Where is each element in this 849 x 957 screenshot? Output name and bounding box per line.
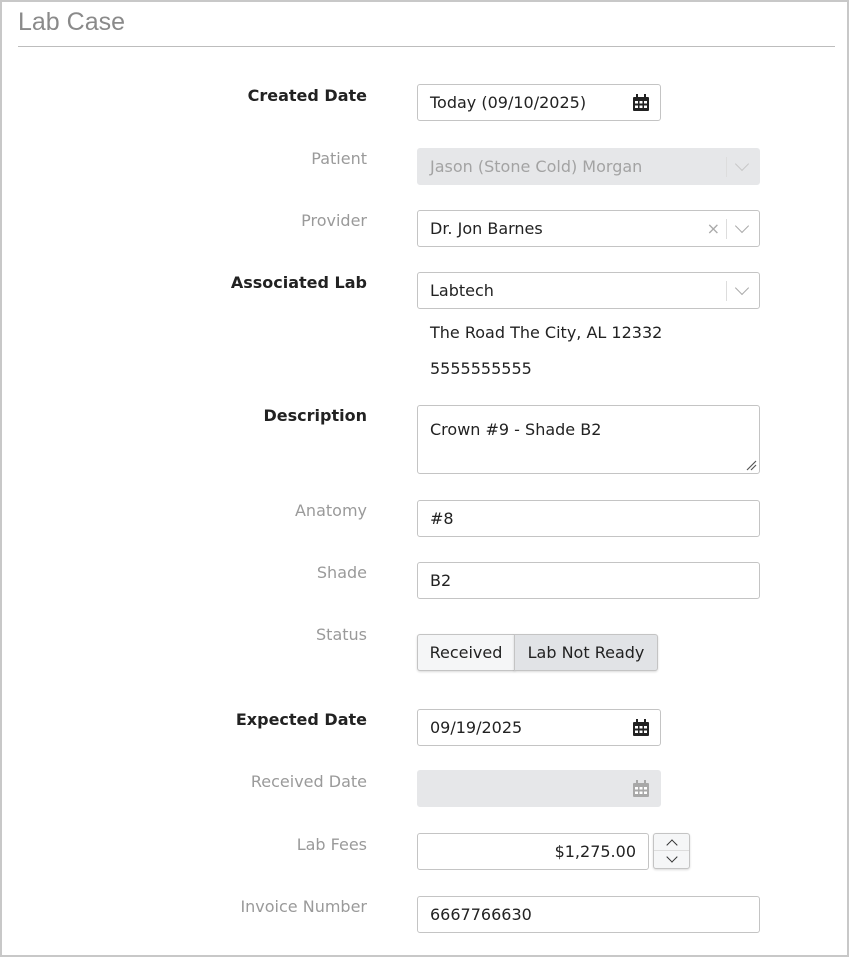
increment-button[interactable] — [654, 834, 689, 851]
received-date-input — [417, 770, 661, 807]
resize-handle-icon[interactable] — [745, 459, 757, 471]
created-date-value: Today (09/10/2025) — [430, 93, 587, 112]
description-textarea[interactable] — [417, 405, 760, 474]
description-label: Description — [263, 406, 367, 425]
description-value: Crown #9 - Shade B2 — [430, 420, 602, 439]
patient-value: Jason (Stone Cold) Morgan — [430, 157, 643, 176]
invoice-number-value: 6667766630 — [430, 905, 532, 924]
provider-value: Dr. Jon Barnes — [430, 219, 543, 238]
calendar-icon — [632, 780, 650, 797]
chevron-down-icon — [666, 851, 677, 862]
associated-lab-select[interactable] — [417, 272, 760, 309]
expected-date-input[interactable] — [417, 709, 661, 746]
decrement-button[interactable] — [654, 851, 689, 868]
created-date-label: Created Date — [247, 86, 367, 105]
chevron-down-icon — [735, 157, 749, 171]
associated-lab-value: Labtech — [430, 281, 494, 300]
lab-address: The Road The City, AL 12332 — [430, 323, 663, 342]
invoice-number-input[interactable] — [417, 896, 760, 933]
expected-date-label: Expected Date — [235, 710, 367, 729]
created-date-input[interactable] — [417, 84, 661, 121]
lab-fees-stepper[interactable] — [653, 833, 690, 869]
calendar-icon[interactable] — [632, 94, 650, 111]
shade-value: B2 — [430, 571, 452, 590]
lab-phone: 5555555555 — [430, 359, 532, 378]
patient-label: Patient — [311, 149, 367, 168]
anatomy-input[interactable] — [417, 500, 760, 537]
chevron-up-icon — [666, 839, 677, 850]
anatomy-value: #8 — [430, 509, 454, 528]
received-date-label: Received Date — [250, 772, 367, 791]
status-option-lab-not-ready[interactable]: Lab Not Ready — [514, 634, 658, 671]
lab-fees-input[interactable] — [417, 833, 649, 870]
associated-lab-label: Associated Lab — [230, 273, 367, 292]
status-label: Status — [316, 625, 367, 644]
expected-date-value: 09/19/2025 — [430, 718, 523, 737]
lab-fees-label: Lab Fees — [296, 835, 367, 854]
anatomy-label: Anatomy — [294, 501, 367, 520]
chevron-down-icon[interactable] — [735, 281, 749, 295]
clear-icon[interactable]: × — [706, 219, 720, 238]
provider-label: Provider — [301, 211, 367, 230]
title-divider — [18, 46, 835, 47]
invoice-number-label: Invoice Number — [240, 897, 367, 916]
chevron-down-icon[interactable] — [735, 219, 749, 233]
status-option-received[interactable]: Received — [417, 634, 515, 671]
lab-fees-value: $1,275.00 — [554, 842, 636, 861]
calendar-icon[interactable] — [632, 719, 650, 736]
patient-select — [417, 148, 760, 185]
page-title: Lab Case — [18, 8, 126, 36]
shade-input[interactable] — [417, 562, 760, 599]
provider-select[interactable] — [417, 210, 760, 247]
shade-label: Shade — [316, 563, 367, 582]
